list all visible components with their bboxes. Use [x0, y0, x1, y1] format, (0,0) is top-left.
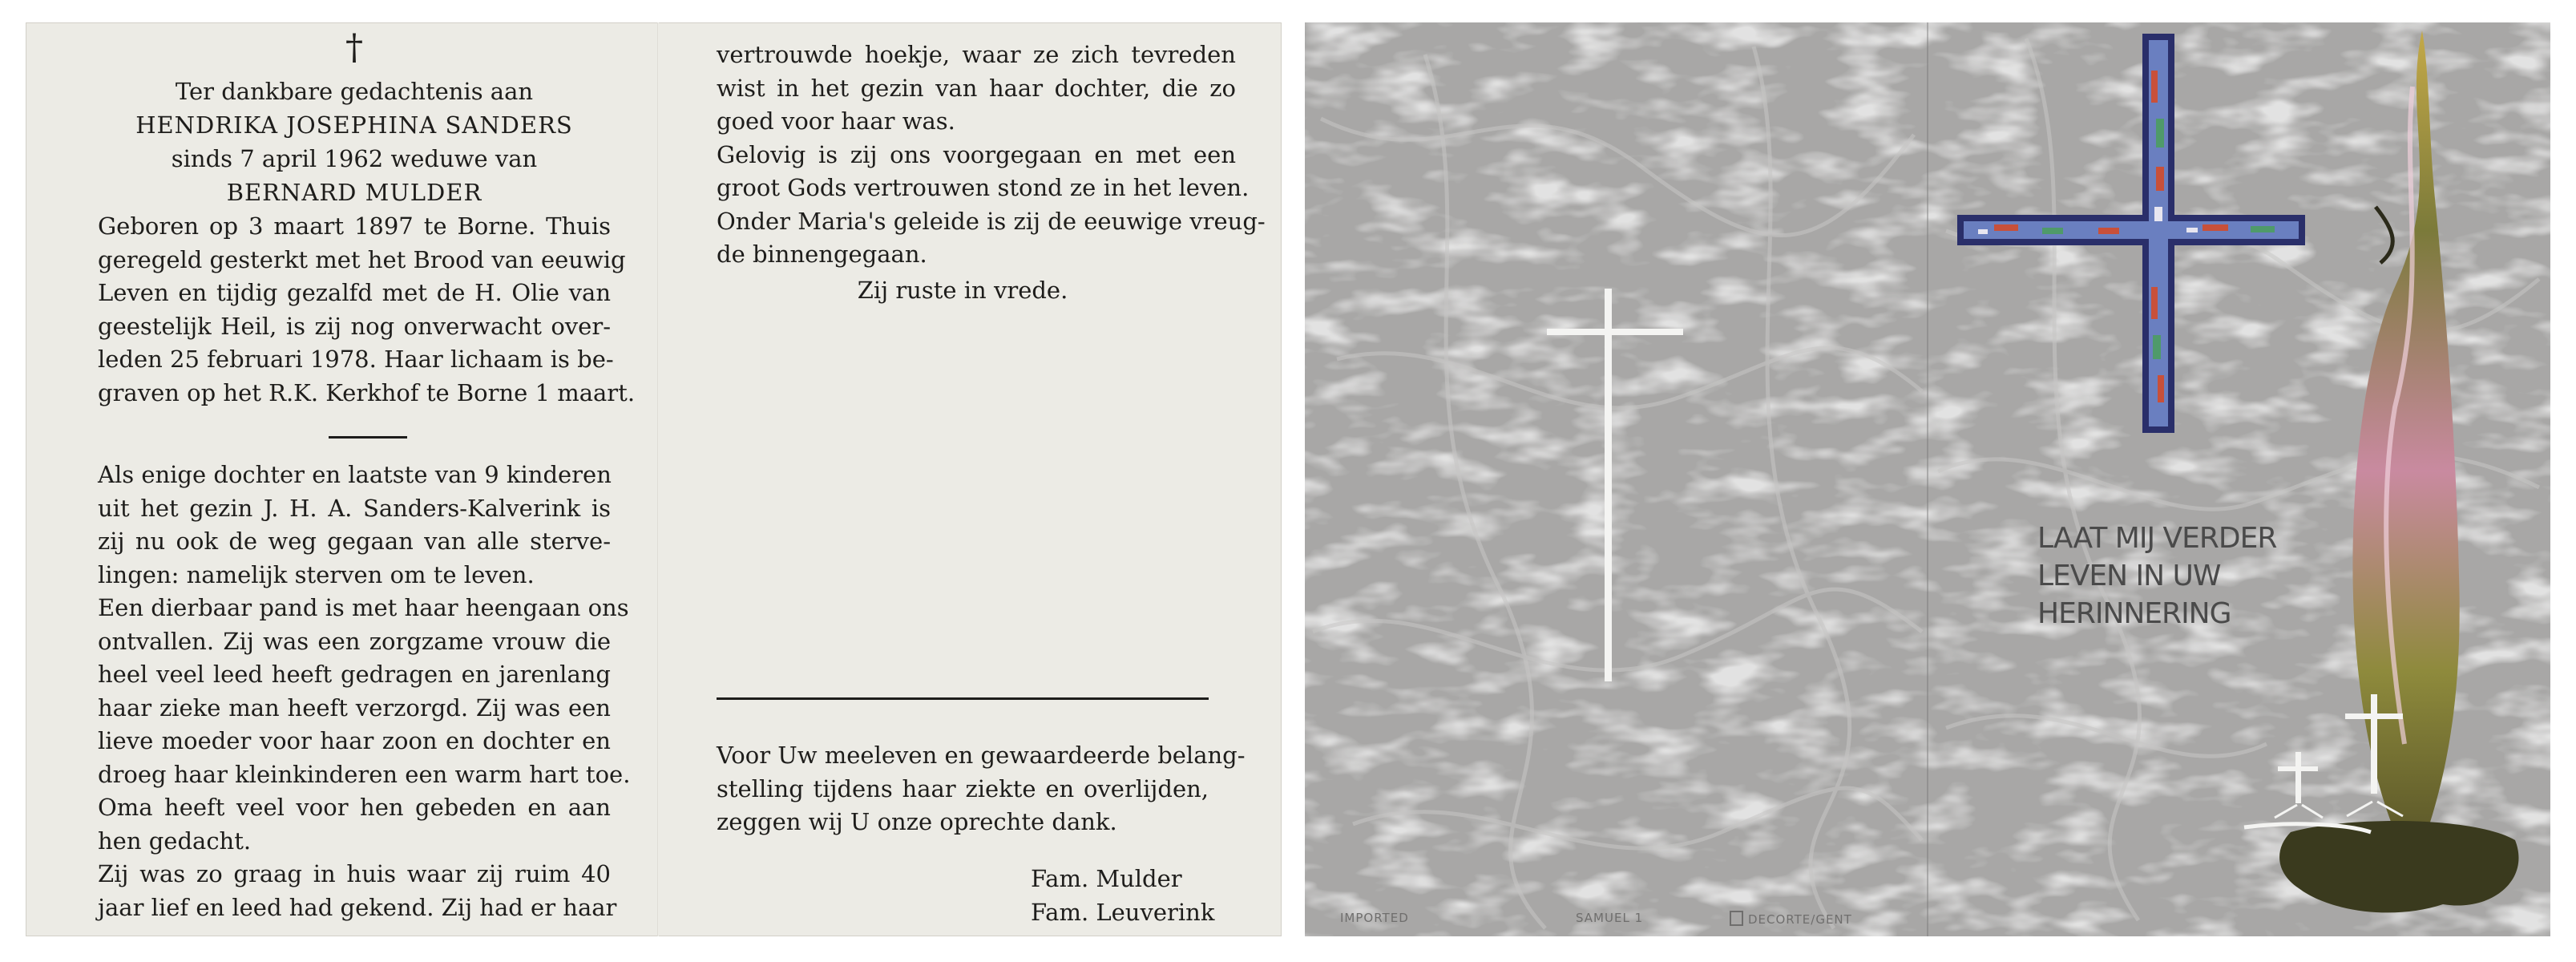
motto [2037, 519, 2276, 633]
signatures [1031, 863, 1223, 929]
divider-short [329, 436, 407, 439]
family-paragraph [98, 459, 631, 924]
text-line: Als enige dochter en laatste van 9 kinderen [98, 461, 612, 488]
text-line: lingen: namelijk sterven om te leven. [98, 560, 535, 588]
card-fold [657, 22, 659, 936]
text-line: ontvallen. Zij was een zorgzame vrouw die [98, 627, 611, 655]
publisher-label [1730, 911, 1852, 927]
biography-paragraph [98, 210, 636, 410]
husband-name: BERNARD MULDER [226, 179, 482, 206]
motto-line: LAAT MIJ VERDER [2037, 522, 2277, 555]
publisher-name: DECORTE/GENT [1748, 912, 1852, 927]
inside-spread [26, 22, 1282, 936]
motto-line: LEVEN IN UW [2037, 560, 2221, 592]
text-line: Onder Maria's geleide is zij de eeuwige vreug- [717, 207, 1266, 235]
divider-long [717, 697, 1209, 700]
publisher-logo-icon [1730, 911, 1743, 926]
series-label: SAMUEL 1 [1576, 911, 1644, 925]
text-line: Een dierbaar pand is met haar heengaan ons [98, 594, 629, 621]
text-line: geregeld gesterkt met het Brood van eeuwig [98, 245, 626, 273]
text-line: lieve moeder voor haar zoon en dochter en [98, 727, 611, 754]
text-line: leden 25 februari 1978. Haar lichaam is be- [98, 346, 614, 373]
text-line: graven op het R.K. Kerkhof te Borne 1 maart. [98, 378, 636, 406]
signature-mulder: Fam. Mulder [1031, 865, 1182, 892]
text-line: Gelovig is zij ons voorgegaan en met een [717, 140, 1236, 168]
cover-spread [1305, 22, 2550, 936]
continuation-paragraph [717, 38, 1266, 272]
thanks-paragraph [717, 739, 1246, 839]
text-line: uit het gezin J. H. A. Sanders-Kalverink is [98, 494, 611, 522]
text-line: de binnengegaan. [717, 240, 927, 268]
text-line: stelling tijdens haar ziekte en overlijden, [717, 774, 1209, 802]
widow-since-line: sinds 7 april 1962 weduwe van [171, 145, 538, 172]
text-line: goed voor haar was. [717, 107, 955, 135]
text-line: heel veel leed heeft gedragen en jarenlang [98, 661, 611, 688]
text-line: Zij was zo graag in huis waar zij ruim 40 [98, 860, 611, 887]
text-line: Leven en tijdig gezalfd met de H. Olie van [98, 279, 611, 306]
motto-line: HERINNERING [2037, 597, 2231, 630]
signature-leuverink: Fam. Leuverink [1031, 898, 1215, 926]
text-line: jaar lief en leed had gekend. Zij had er haar [98, 893, 617, 921]
text-line: haar zieke man heeft verzorgd. Zij was een [98, 693, 611, 722]
deceased-name: HENDRIKA JOSEPHINA SANDERS [135, 111, 573, 139]
dedication-line: Ter dankbare gedachtenis aan [175, 78, 534, 105]
text-line: Oma heeft veel voor hen gebeden en aan [98, 794, 611, 821]
text-line: groot Gods vertrouwen stond ze in het leven. [717, 174, 1250, 201]
text-line: zij nu ook de weg gegaan van alle sterve- [98, 527, 611, 555]
rest-in-peace-line: Zij ruste in vrede. [857, 277, 1068, 304]
text-line: Voor Uw meeleven en gewaardeerde belang- [717, 742, 1246, 769]
text-line: zeggen wij U onze oprechte dank. [717, 808, 1117, 835]
text-line: droeg haar kleinkinderen een warm hart toe. [98, 760, 631, 788]
text-line: Geboren op 3 maart 1897 te Borne. Thuis [98, 212, 611, 240]
text-line: vertrouwde hoekje, waar ze zich tevreden [717, 41, 1236, 68]
text-line: geestelijk Heil, is zij nog onverwacht over- [98, 312, 611, 340]
cover-fold [1927, 22, 1928, 936]
text-line: wist in het gezin van haar dochter, die zo [717, 74, 1236, 102]
text-line: hen gedacht. [98, 827, 252, 855]
imported-label: IMPORTED [1340, 911, 1409, 925]
cross-symbol: † [345, 27, 363, 68]
